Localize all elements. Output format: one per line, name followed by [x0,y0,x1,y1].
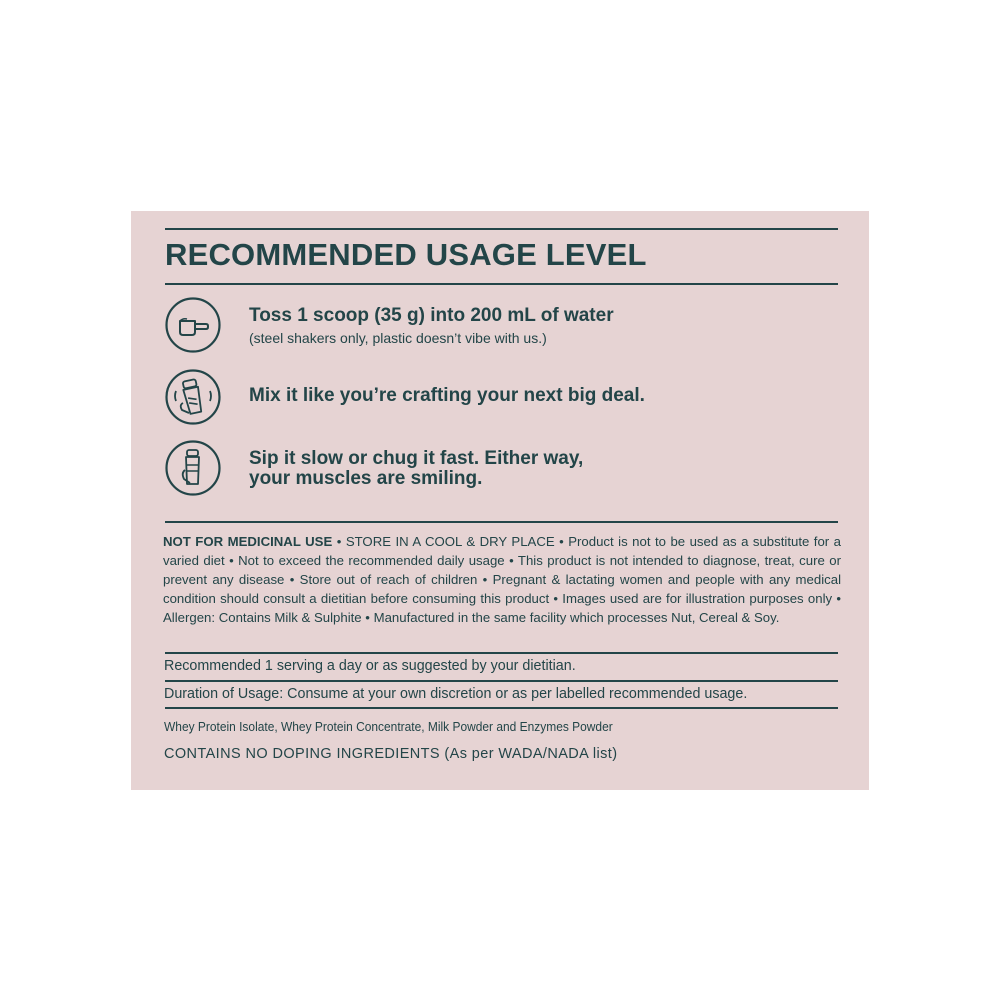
doping-notice: CONTAINS NO DOPING INGREDIENTS (As per WADA/NADA list) [164,746,618,762]
disclaimer-body: • STORE IN A COOL & DRY PLACE • Product is not to be used as a substitute for a varied diet • Not to exceed the recommended daily usage • This product is not intended to diagnose, treat, cure or prevent any disease • Store out of reach of children • Pregnant & lactating women and people with any medical condition should consult a dietitian before consuming this product • Images used are for illustration purposes only • Allergen: Contains Milk & Sulphite • Manufactured in the same facility which processes Nut, Cereal & Soy. [163,534,841,625]
duration-rule [165,680,838,682]
step-2-text: Mix it like you’re crafting your next big deal. [249,385,645,406]
usage-label-panel [131,211,869,790]
step-3-text-line-1: Sip it slow or chug it fast. Either way, [249,448,584,469]
heading-rule [165,283,838,285]
duration-of-usage: Duration of Usage: Consume at your own discretion or as per labelled recommended usage. [164,686,748,702]
scoop-icon [165,297,221,353]
drink-bottle-icon [165,440,221,496]
ingredients-rule [165,707,838,709]
serving-rule [165,652,838,654]
step-1-text: Toss 1 scoop (35 g) into 200 mL of water [249,305,614,326]
recommended-serving: Recommended 1 serving a day or as suggested by your dietitian. [164,658,576,674]
ingredients-list: Whey Protein Isolate, Whey Protein Concentrate, Milk Powder and Enzymes Powder [164,719,613,734]
shaker-mix-icon [165,369,221,425]
disclaimer-text [163,532,841,627]
top-rule [165,228,838,230]
step-1-note: (steel shakers only, plastic doesn’t vibe with us.) [249,330,547,346]
step-3-text-line-2: your muscles are smiling. [249,468,483,489]
disclaimer-lead: NOT FOR MEDICINAL USE [163,534,333,549]
page-title: RECOMMENDED USAGE LEVEL [165,237,647,272]
disclaimer-top-rule [165,521,838,523]
